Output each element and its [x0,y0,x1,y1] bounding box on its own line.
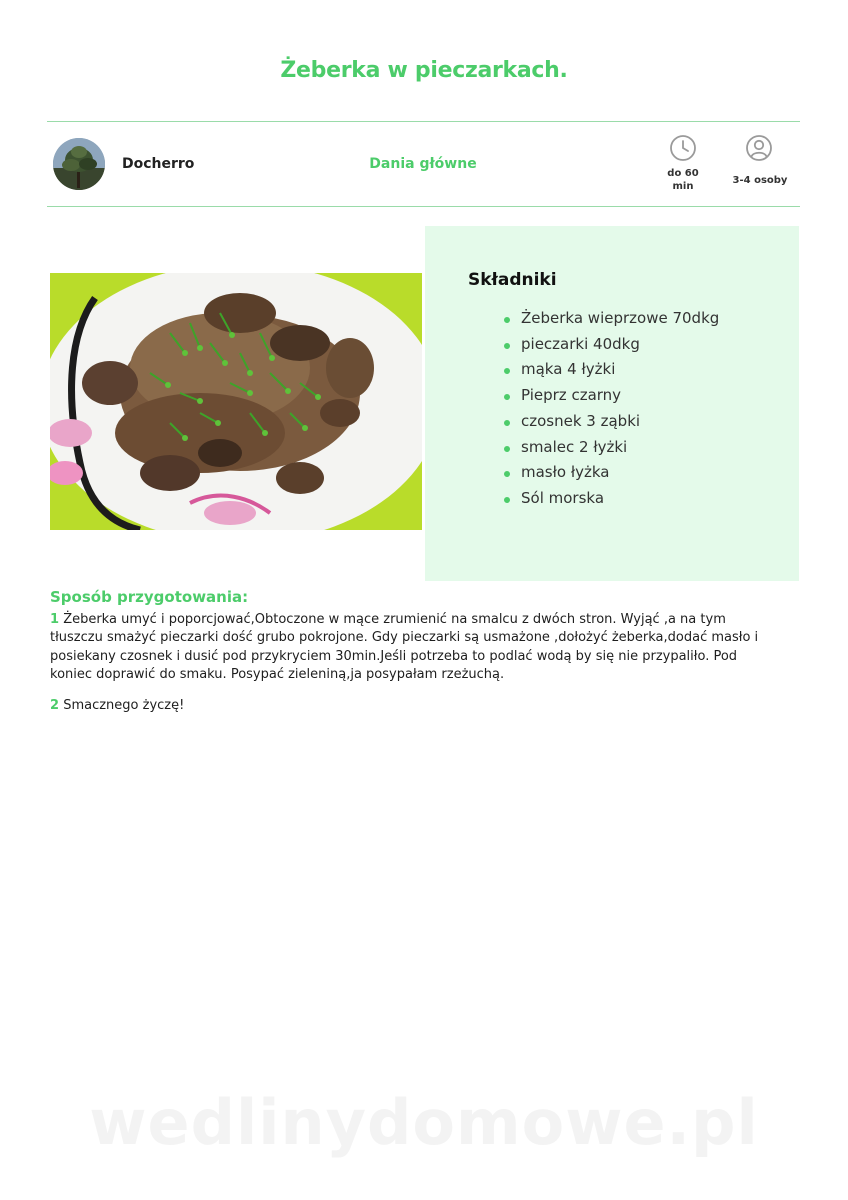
ingredients-title: Składniki [468,270,557,290]
ingredient-item: Sól morska [521,486,719,512]
ingredient-item: czosnek 3 ząbki [521,409,719,435]
watermark: wedlinydomowe.pl [89,1086,759,1159]
header-divider-bottom [47,206,800,207]
ingredient-item: smalec 2 łyżki [521,435,719,461]
user-icon [745,134,773,162]
ingredient-item: Żeberka wieprzowe 70dkg [521,306,719,332]
ingredient-item: pieczarki 40dkg [521,332,719,358]
recipe-photo [50,273,422,530]
preparation-step [50,697,780,715]
author-avatar[interactable] [53,138,105,190]
header-divider-top [47,121,800,122]
avatar-photo [53,138,105,190]
servings: 3-4 osoby [732,175,788,186]
ingredient-item: Pieprz czarny [521,383,719,409]
ingredient-item: masło łyżka [521,460,719,486]
preparation-title: Sposób przygotowania: [50,588,249,606]
step-number: 2 [50,698,60,713]
preparation-step [50,611,780,684]
clock-icon [669,134,697,162]
ingredient-item: mąka 4 łyżki [521,357,719,383]
cook-time [653,167,713,193]
cook-time-value: do 60 [667,168,699,179]
ingredients-list [521,306,719,512]
author-name[interactable]: Docherro [122,156,195,172]
step-text: Smacznego życzę! [63,698,185,713]
dish-illustration [50,273,422,530]
step-text: Żeberka umyć i poporcjować,Obtoczone w mące zrumienić na smalcu z dwóch stron. Wyjąć ,a na tym tłuszczu smażyć pieczarki dość grubo pokrojone. Gdy pieczarki są usmażone ,dołożyć żeberka,dodać masło i posiekany czosnek i dusić pod przykryciem 30min.Jeśli potrzeba to podlać wodą by się nie przypaliło. Pod koniec doprawić do smaku. Posypać zieleniną,ja posypałam rzeżuchą. [50,612,759,682]
cook-time-unit: min [672,181,694,192]
ingredients-panel [425,226,799,581]
recipe-title: Żeberka w pieczarkach. [280,58,568,83]
step-number: 1 [50,612,60,627]
recipe-category[interactable]: Dania główne [369,156,477,172]
